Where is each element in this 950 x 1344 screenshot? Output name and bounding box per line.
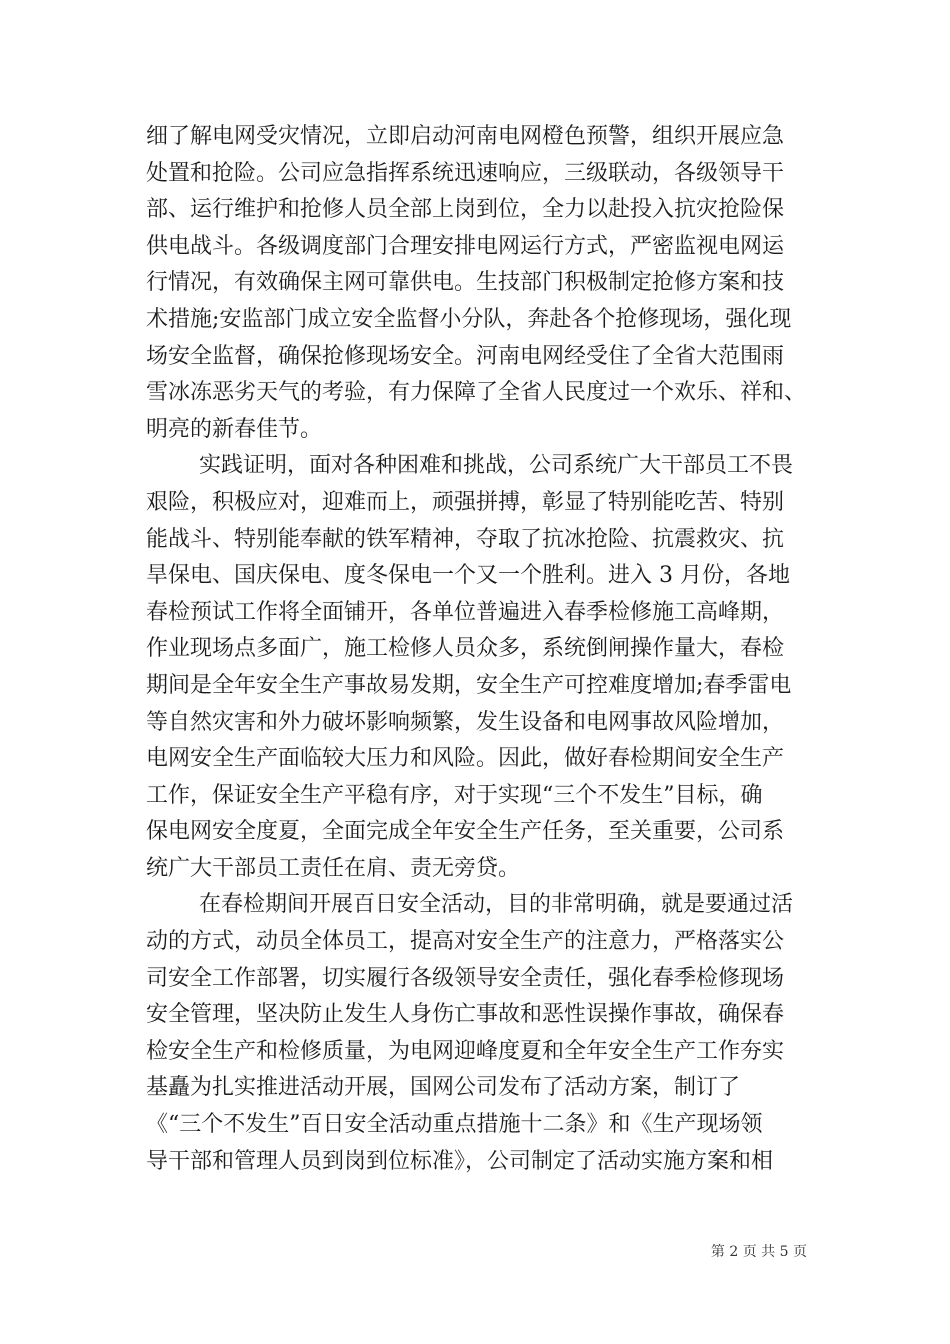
paragraph-2-line: 统广大干部员工责任在肩、责无旁贷。 bbox=[146, 855, 521, 881]
paragraph-1-line: 雪冰冻恶劣天气的考验，有力保障了全省人民度过一个欢乐、祥和、 bbox=[146, 380, 807, 406]
paragraph-3-line: 司安全工作部署，切实履行各级领导安全责任，强化春季检修现场 bbox=[146, 965, 785, 991]
paragraph-1-line: 供电战斗。各级调度部门合理安排电网运行方式，严密监视电网运 bbox=[146, 233, 785, 259]
paragraph-2-line: 实践证明，面对各种困难和挑战，公司系统广大干部员工不畏 bbox=[199, 453, 794, 479]
paragraph-3-line: 动的方式，动员全体员工，提高对安全生产的注意力，严格落实公 bbox=[146, 929, 785, 955]
paragraph-2-line: 能战斗、特别能奉献的铁军精神，夺取了抗冰抢险、抗震救灾、抗 bbox=[146, 526, 785, 552]
paragraph-3-line: 《“三个不发生”百日安全活动重点措施十二条》和《生产现场领 bbox=[146, 1112, 763, 1138]
paragraph-2-line: 保电网安全度夏，全面完成全年安全生产任务，至关重要，公司系 bbox=[146, 819, 785, 845]
paragraph-2-line: 等自然灾害和外力破坏影响频繁，发生设备和电网事故风险增加， bbox=[146, 709, 785, 735]
paragraph-1-line: 场安全监督，确保抢修现场安全。河南电网经受住了全省大范围雨 bbox=[146, 343, 785, 369]
paragraph-1-line: 行情况，有效确保主网可靠供电。生技部门积极制定抢修方案和技 bbox=[146, 270, 785, 296]
paragraph-1-line: 明亮的新春佳节。 bbox=[146, 416, 323, 442]
paragraph-2-line: 期间是全年安全生产事故易发期，安全生产可控难度增加;春季雷电 bbox=[146, 672, 792, 698]
document-body bbox=[146, 119, 810, 1180]
paragraph-3-line: 导干部和管理人员到岗到位标准》，公司制定了活动实施方案和相 bbox=[146, 1148, 774, 1174]
paragraph-3-line: 在春检期间开展百日安全活动，目的非常明确，就是要通过活 bbox=[199, 892, 794, 918]
paragraph-2-line: 春检预试工作将全面铺开，各单位普遍进入春季检修施工高峰期， bbox=[146, 599, 785, 625]
paragraph-3-line: 检安全生产和检修质量，为电网迎峰度夏和全年安全生产工作夯实 bbox=[146, 1038, 785, 1064]
paragraph-1-line: 细了解电网受灾情况，立即启动河南电网橙色预警，组织开展应急 bbox=[146, 124, 785, 149]
paragraph-1-line: 术措施;安监部门成立安全监督小分队，奔赴各个抢修现场，强化现 bbox=[146, 306, 792, 332]
paragraph-1-line: 处置和抢险。公司应急指挥系统迅速响应，三级联动，各级领导干 bbox=[146, 160, 785, 186]
paragraph-2-line: 工作，保证安全生产平稳有序，对于实现“三个不发生”目标，确 bbox=[146, 782, 763, 808]
paragraph-3-line: 基矗为扎实推进活动开展，国网公司发布了活动方案，制订了 bbox=[146, 1075, 741, 1101]
paragraph-2-line: 旱保电、国庆保电、度冬保电一个又一个胜利。进入 3 月份，各地 bbox=[146, 563, 790, 589]
paragraph-2-line: 作业现场点多面广，施工检修人员众多，系统倒闸操作量大，春检 bbox=[146, 636, 785, 662]
page-number: 第 2 页 共 5 页 bbox=[710, 1244, 807, 1260]
paragraph-2-line: 电网安全生产面临较大压力和风险。因此，做好春检期间安全生产 bbox=[146, 746, 785, 772]
paragraph-1-line: 部、运行维护和抢修人员全部上岗到位，全力以赴投入抗灾抢险保 bbox=[146, 197, 785, 223]
paragraph-2-line: 艰险，积极应对，迎难而上，顽强拼搏，彰显了特别能吃苦、特别 bbox=[146, 489, 785, 515]
paragraph-3-line: 安全管理，坚决防止发生人身伤亡事故和恶性误操作事故，确保春 bbox=[146, 1002, 785, 1028]
